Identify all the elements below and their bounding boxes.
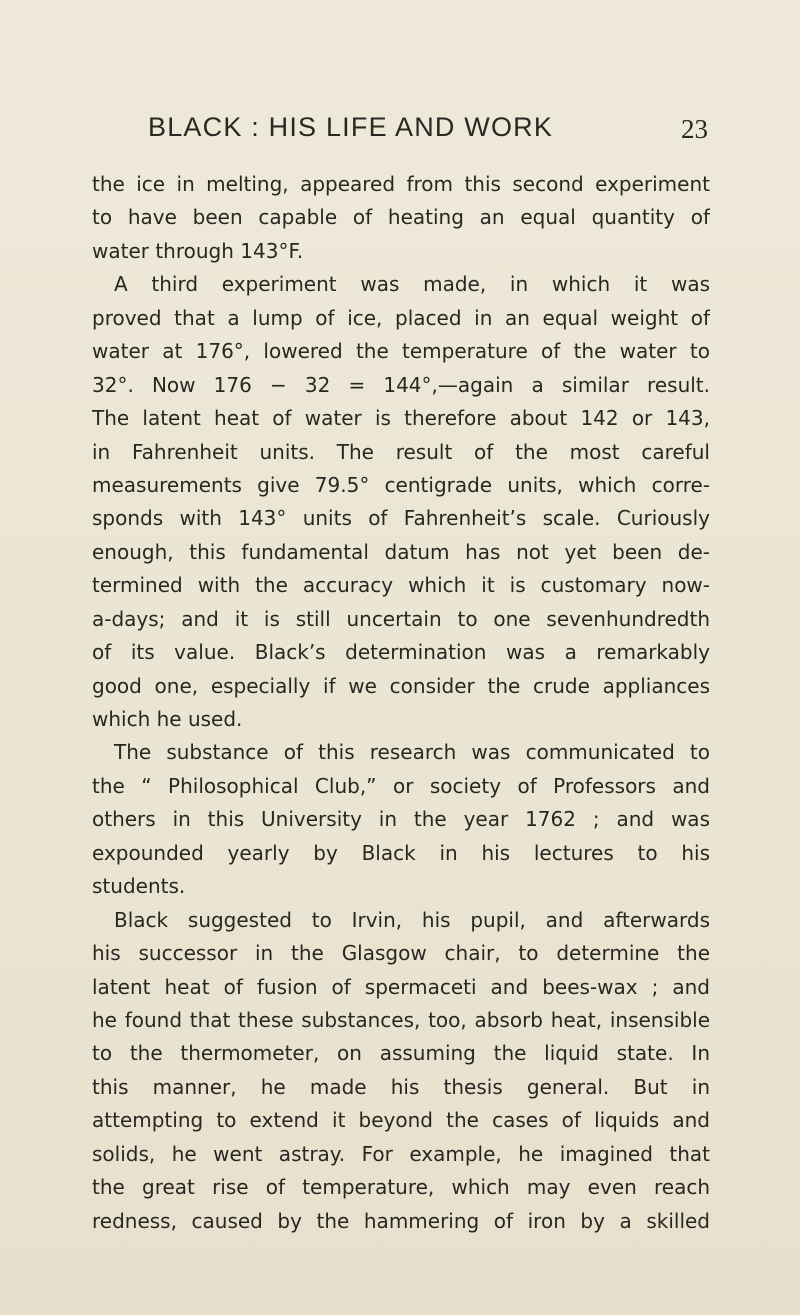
text-line: measurements give 79.5° centigrade units, which corre- <box>92 472 710 497</box>
text-line: students. <box>92 874 186 899</box>
text-line: A third experiment was made, in which it was <box>114 272 710 297</box>
page-number: 23 <box>681 114 708 144</box>
text-line: to have been capable of heating an equal quantity of <box>92 205 710 230</box>
text-line: The latent heat of water is therefore about 142 or 143, <box>92 406 710 431</box>
text-line: sponds with 143° units of Fahrenheit’s scale. Curiously <box>92 506 710 531</box>
text-line: termined with the accuracy which it is customary now- <box>92 573 710 598</box>
text-line: his successor in the Glasgow chair, to determine the <box>92 941 710 966</box>
text-line: latent heat of fusion of spermaceti and bees-wax ; and <box>92 974 710 999</box>
text-line: solids, he went astray. For example, he imagined that <box>92 1141 710 1166</box>
running-title: BLACK : HIS LIFE AND WORK <box>148 112 554 142</box>
text-line: a-days; and it is still uncertain to one sevenhundredth <box>92 606 710 631</box>
text-line: of its value. Black’s determination was a remarkably <box>92 640 710 665</box>
text-line: the ice in melting, appeared from this second experiment <box>92 172 710 196</box>
text-line: attempting to extend it beyond the cases of liquids and <box>92 1108 710 1133</box>
text-line: enough, this fundamental datum has not yet been de- <box>92 539 710 564</box>
text-line: 32°. Now 176 − 32 = 144°,—again a similar result. <box>92 372 710 397</box>
text-line: The substance of this research was communicated to <box>114 740 710 765</box>
text-line: good one, especially if we consider the crude appliances <box>92 673 710 698</box>
text-line: this manner, he made his thesis general. But in <box>92 1074 710 1099</box>
text-line: water through 143°F. <box>92 238 304 263</box>
text-line: redness, caused by the hammering of iron by a skilled <box>92 1208 710 1233</box>
text-line: Black suggested to Irvin, his pupil, and afterwards <box>114 907 710 932</box>
body-text <box>92 168 710 1238</box>
text-line: water at 176°, lowered the temperature of the water to <box>92 339 710 364</box>
text-line: in Fahrenheit units. The result of the most careful <box>92 439 710 464</box>
running-head <box>148 112 708 152</box>
text-line: the “ Philosophical Club,” or society of Professors and <box>92 773 710 798</box>
text-line: expounded yearly by Black in his lectures to his <box>92 840 710 865</box>
text-line: to the thermometer, on assuming the liquid state. In <box>92 1041 710 1066</box>
text-line: the great rise of temperature, which may even reach <box>92 1175 710 1200</box>
text-line: he found that these substances, too, absorb heat, insensible <box>92 1007 710 1032</box>
text-line: others in this University in the year 1762 ; and was <box>92 807 710 832</box>
text-line: which he used. <box>92 707 243 731</box>
text-line: proved that a lump of ice, placed in an equal weight of <box>92 305 710 330</box>
